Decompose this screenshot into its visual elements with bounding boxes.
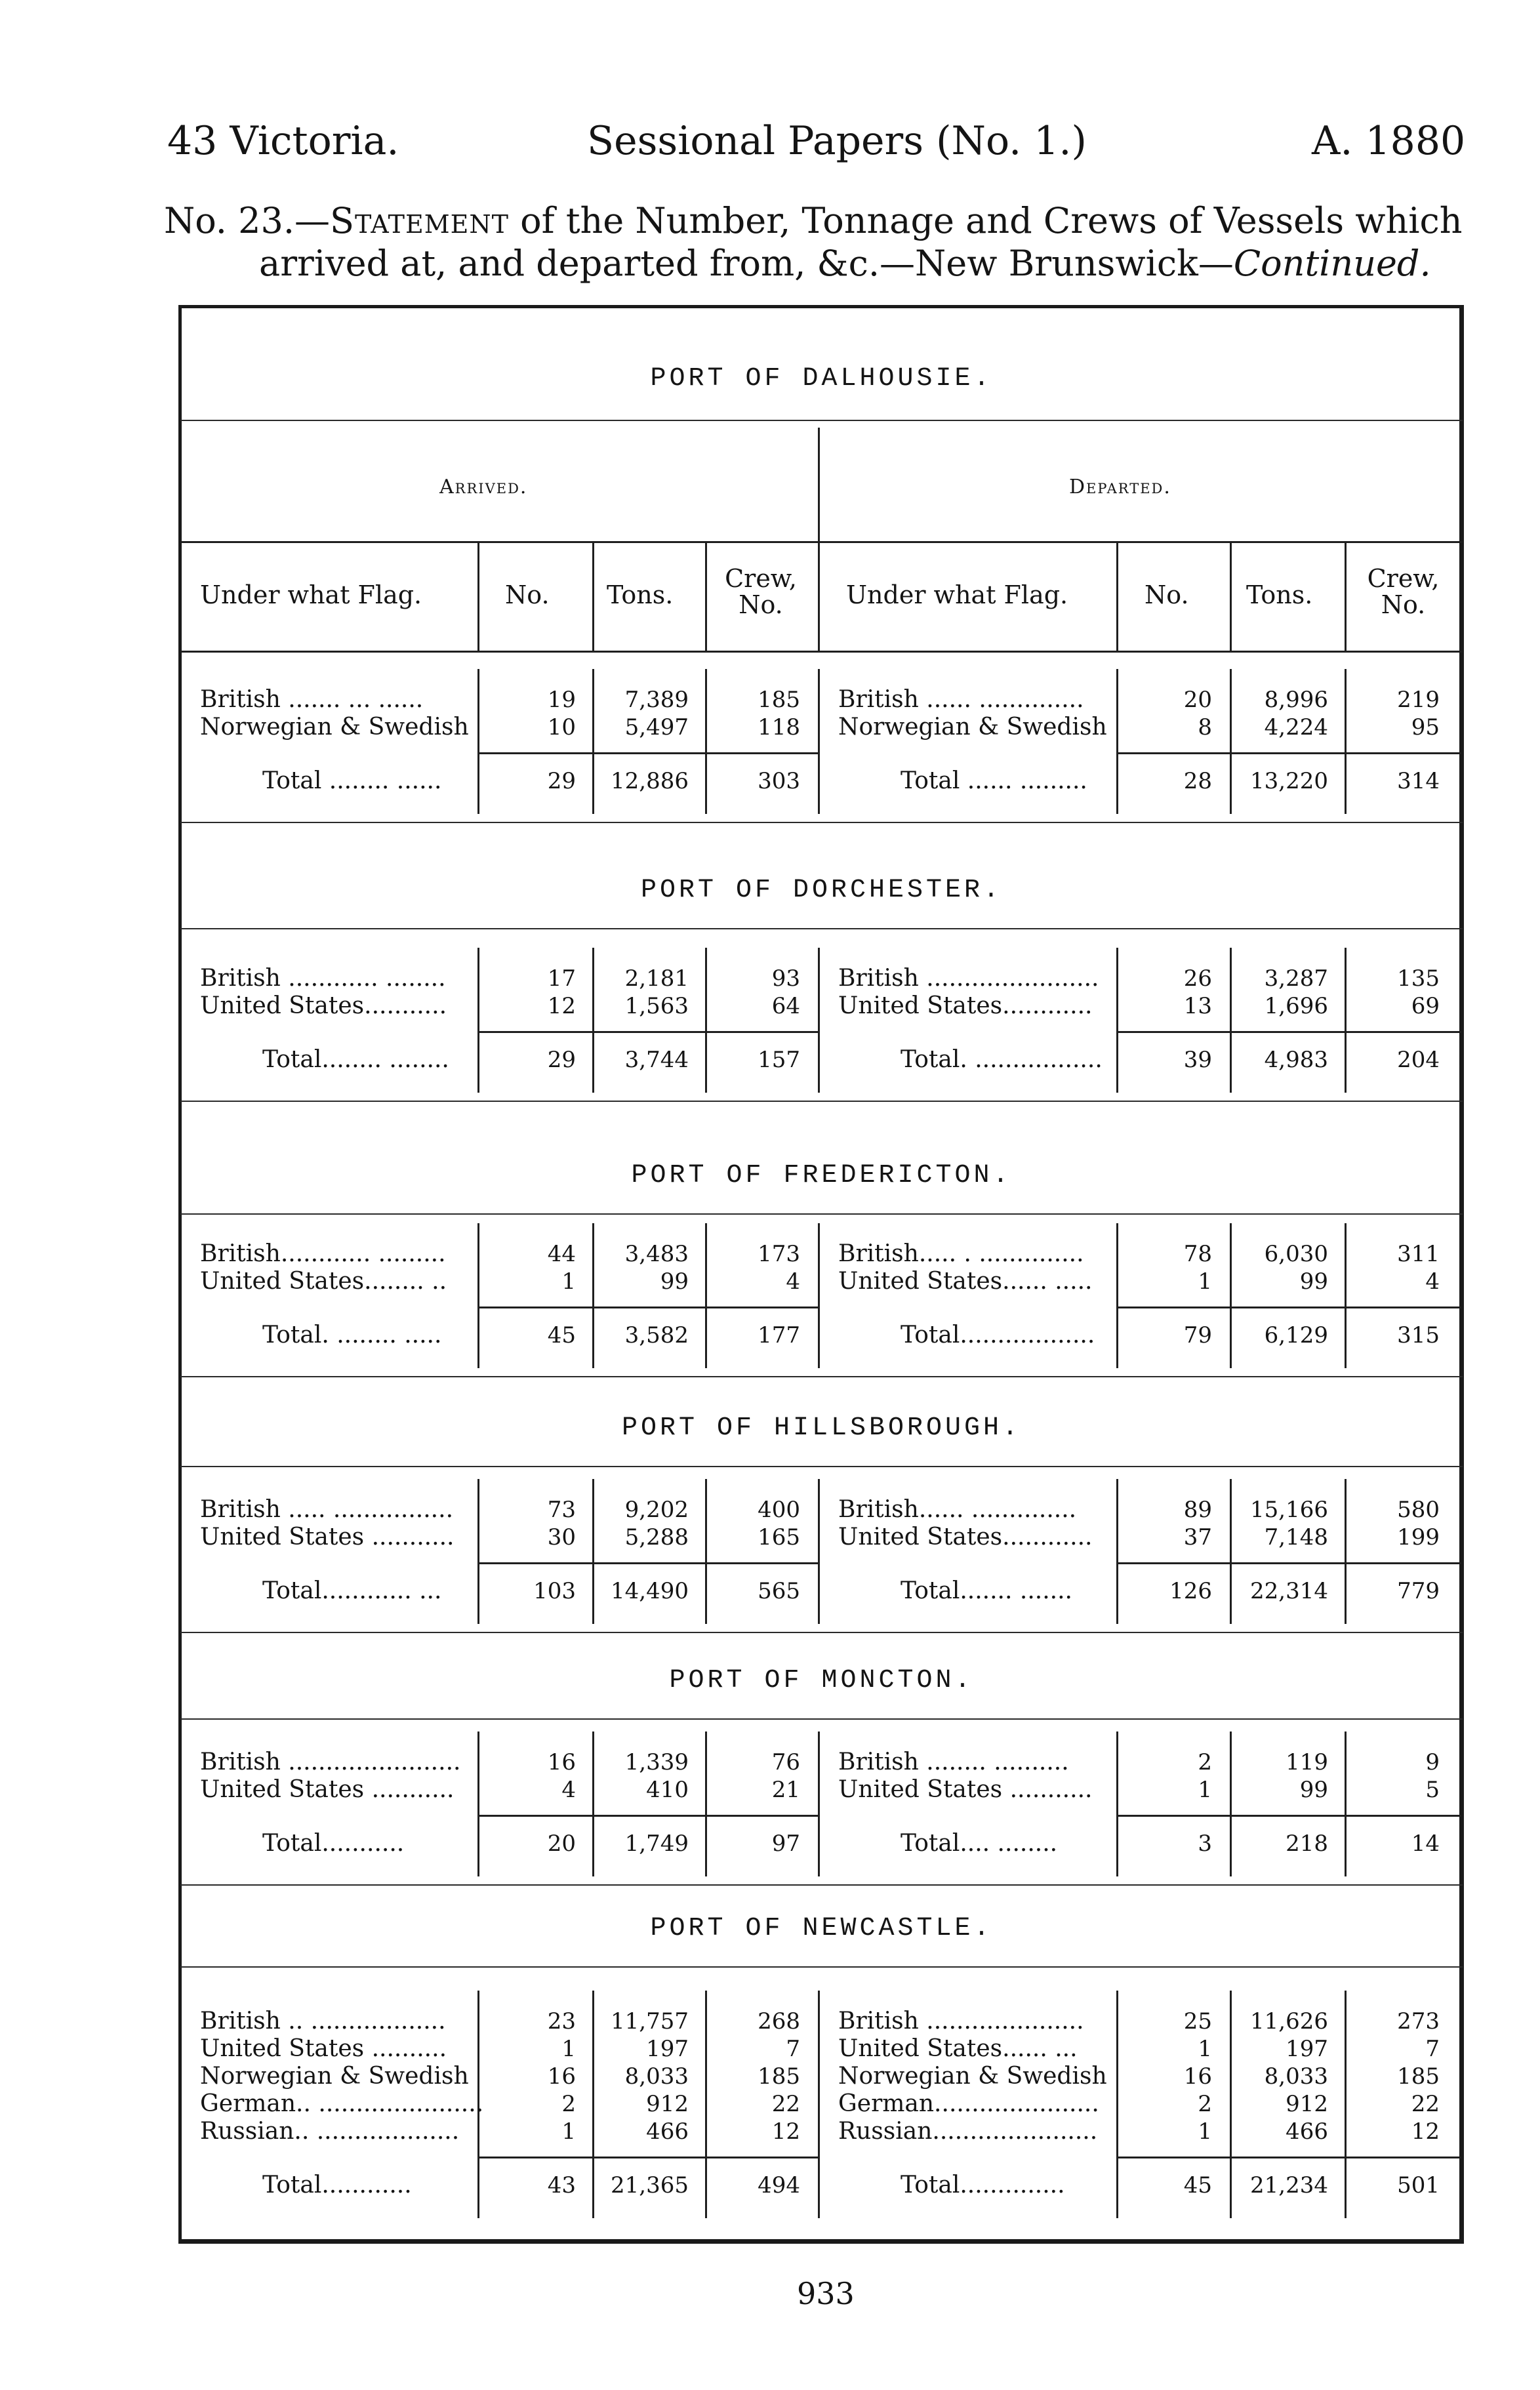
crew-cell: 4 xyxy=(1425,1268,1440,1295)
flag-cell: British ...... .............. xyxy=(838,686,1084,713)
rule-below-column-heads xyxy=(180,651,1463,653)
arrived-heading: Arrived. xyxy=(439,476,528,498)
tonnage-cell: 912 xyxy=(646,2091,689,2117)
total-tonnage: 3,582 xyxy=(624,1322,689,1348)
block-column-separator xyxy=(818,948,820,1093)
vessel-count-cell: 12 xyxy=(547,993,576,1019)
statement-title-line-2 xyxy=(259,243,1431,284)
rule-below-port-block xyxy=(180,1376,1463,1377)
crew-cell: 400 xyxy=(758,1497,800,1523)
vessel-count-cell: 17 xyxy=(547,965,576,992)
flag-cell: United States .......... xyxy=(200,2035,447,2062)
flag-cell: Russian.. ................... xyxy=(200,2118,460,2145)
flag-cell: British ....... ... ...... xyxy=(200,686,424,713)
flag-cell: Norwegian & Swedish xyxy=(200,714,469,740)
flag-cell: United States ........... xyxy=(838,1776,1093,1803)
title-continued: Continued. xyxy=(1233,243,1431,284)
flag-cell: United States........ .. xyxy=(200,1268,447,1295)
vessel-count-cell: 78 xyxy=(1183,1241,1212,1267)
crew-cell: 173 xyxy=(758,1241,800,1267)
total-label: Total. ........ ..... xyxy=(262,1322,442,1348)
vessel-count-cell: 2 xyxy=(1198,2091,1212,2117)
sum-rule-arrived xyxy=(477,1815,818,1817)
vessel-count-cell: 16 xyxy=(547,2063,576,2090)
title-line-1-rest: of the Number, Tonnage and Crews of Vessels which xyxy=(509,200,1463,241)
total-label: Total............ xyxy=(262,2172,412,2198)
crew-cell: 185 xyxy=(758,687,800,713)
total-tonnage: 22,314 xyxy=(1250,1578,1328,1604)
crew-cell: 12 xyxy=(771,2118,800,2145)
rule-below-port-title xyxy=(180,1213,1463,1215)
tonnage-cell: 1,339 xyxy=(624,1749,689,1775)
sum-rule-departed xyxy=(1116,2157,1461,2158)
block-column-separator xyxy=(818,1223,820,1368)
crew-cell: 199 xyxy=(1397,1524,1440,1550)
running-header-title: Sessional Papers (No. 1.) xyxy=(587,118,1087,164)
block-column-separator xyxy=(818,1479,820,1624)
total-crew: 204 xyxy=(1397,1047,1440,1073)
block-column-separator xyxy=(818,669,820,814)
column-head-flag-arrived: Under what Flag. xyxy=(200,580,422,609)
total-tonnage: 21,234 xyxy=(1250,2172,1328,2198)
tonnage-cell: 8,033 xyxy=(624,2063,689,2090)
port-title: PORT OF MONCTON. xyxy=(669,1666,974,1695)
sum-rule-arrived xyxy=(477,2157,818,2158)
title-statement-word: Statement xyxy=(330,200,509,241)
total-tonnage: 14,490 xyxy=(611,1578,689,1604)
total-label: Total.................. xyxy=(901,1322,1095,1348)
vessel-count-cell: 1 xyxy=(1198,1268,1212,1295)
crew-cell: 9 xyxy=(1425,1749,1440,1775)
middle-separator-group-head xyxy=(818,428,820,542)
crew-cell: 22 xyxy=(1411,2091,1440,2117)
flag-cell: British ..... ................ xyxy=(200,1496,454,1523)
column-head-separator xyxy=(1230,543,1232,651)
crew-cell: 76 xyxy=(771,1749,800,1775)
vessel-count-cell: 73 xyxy=(547,1497,576,1523)
crew-cell: 268 xyxy=(758,2008,800,2035)
vessel-count-cell: 37 xyxy=(1183,1524,1212,1550)
tonnage-cell: 9,202 xyxy=(624,1497,689,1523)
tonnage-cell: 5,288 xyxy=(624,1524,689,1550)
vessel-count-cell: 8 xyxy=(1198,714,1212,740)
block-column-separator xyxy=(818,1732,820,1876)
tonnage-cell: 197 xyxy=(1286,2036,1328,2062)
column-head-flag-departed: Under what Flag. xyxy=(846,580,1068,609)
sum-rule-departed xyxy=(1116,1815,1461,1817)
port-title: PORT OF HILLSBOROUGH. xyxy=(621,1413,1022,1443)
rule-below-port-title xyxy=(180,928,1463,929)
tonnage-cell: 11,757 xyxy=(611,2008,689,2035)
vessel-count-cell: 4 xyxy=(561,1777,576,1803)
total-vessel-count: 126 xyxy=(1169,1578,1212,1604)
flag-cell: British..... . .............. xyxy=(838,1240,1084,1267)
tonnage-cell: 912 xyxy=(1286,2091,1328,2117)
flag-cell: British ....................... xyxy=(200,1749,461,1775)
crew-cell: 311 xyxy=(1397,1241,1440,1267)
total-vessel-count: 29 xyxy=(547,768,576,794)
total-label: Total........ ........ xyxy=(262,1046,449,1073)
flag-cell: German...................... xyxy=(838,2090,1099,2117)
total-tonnage: 12,886 xyxy=(611,768,689,794)
total-tonnage: 1,749 xyxy=(624,1831,689,1857)
tonnage-cell: 4,224 xyxy=(1264,714,1328,740)
page-number: 933 xyxy=(797,2276,855,2311)
flag-cell: German.. ...................... xyxy=(200,2090,484,2117)
tonnage-cell: 99 xyxy=(1299,1268,1328,1295)
tonnage-cell: 99 xyxy=(660,1268,689,1295)
total-crew: 14 xyxy=(1411,1831,1440,1857)
flag-cell: British ..................... xyxy=(838,2008,1084,2035)
flag-cell: British ....................... xyxy=(838,965,1099,992)
crew-cell: 219 xyxy=(1397,687,1440,713)
flag-cell: British ........ .......... xyxy=(838,1749,1069,1775)
total-crew: 565 xyxy=(758,1578,800,1604)
total-crew: 314 xyxy=(1397,768,1440,794)
column-head-crew-departed-top: Crew, xyxy=(1367,564,1440,593)
total-tonnage: 4,983 xyxy=(1264,1047,1328,1073)
vessel-count-cell: 44 xyxy=(547,1241,576,1267)
vessel-count-cell: 1 xyxy=(1198,1777,1212,1803)
vessel-count-cell: 16 xyxy=(547,1749,576,1775)
tonnage-cell: 5,497 xyxy=(624,714,689,740)
crew-cell: 118 xyxy=(758,714,800,740)
column-head-tons-arrived: Tons. xyxy=(607,580,674,609)
total-label: Total ...... ......... xyxy=(901,767,1087,794)
column-head-separator xyxy=(1345,543,1347,651)
tonnage-cell: 7,148 xyxy=(1264,1524,1328,1550)
column-head-crew-arrived-bottom: No. xyxy=(739,590,783,619)
tonnage-cell: 99 xyxy=(1299,1777,1328,1803)
tonnage-cell: 119 xyxy=(1286,1749,1328,1775)
total-crew: 177 xyxy=(758,1322,800,1348)
crew-cell: 185 xyxy=(758,2063,800,2090)
vessel-count-cell: 1 xyxy=(561,2036,576,2062)
total-crew: 315 xyxy=(1397,1322,1440,1348)
sum-rule-arrived xyxy=(477,752,818,754)
sum-rule-departed xyxy=(1116,1562,1461,1564)
port-title: PORT OF DORCHESTER. xyxy=(640,876,1003,905)
flag-cell: British .. .................. xyxy=(200,2008,446,2035)
column-head-separator xyxy=(818,543,820,651)
tonnage-cell: 197 xyxy=(646,2036,689,2062)
vessel-count-cell: 1 xyxy=(1198,2118,1212,2145)
flag-cell: United States ........... xyxy=(200,1524,455,1550)
port-title: PORT OF DALHOUSIE. xyxy=(650,364,993,394)
column-head-crew-departed-bottom: No. xyxy=(1381,590,1426,619)
flag-cell: British...... .............. xyxy=(838,1496,1077,1523)
running-header-year: A. 1880 xyxy=(1312,118,1466,164)
flag-cell: Norwegian & Swedish xyxy=(838,714,1107,740)
vessel-count-cell: 10 xyxy=(547,714,576,740)
vessel-count-cell: 1 xyxy=(1198,2036,1212,2062)
flag-cell: British ............ ........ xyxy=(200,965,446,992)
departed-heading: Departed. xyxy=(1069,476,1171,498)
crew-cell: 69 xyxy=(1411,993,1440,1019)
crew-cell: 5 xyxy=(1425,1777,1440,1803)
crew-cell: 273 xyxy=(1397,2008,1440,2035)
total-label: Total........... xyxy=(262,1830,405,1857)
total-vessel-count: 39 xyxy=(1183,1047,1212,1073)
vessel-count-cell: 16 xyxy=(1183,2063,1212,2090)
title-line-2: arrived at, and departed from, &c.—New Brunswick— xyxy=(259,243,1234,284)
tonnage-cell: 466 xyxy=(646,2118,689,2145)
crew-cell: 185 xyxy=(1397,2063,1440,2090)
rule-below-port-block xyxy=(180,822,1463,823)
total-vessel-count: 20 xyxy=(547,1831,576,1857)
tonnage-cell: 3,483 xyxy=(624,1241,689,1267)
flag-cell: Norwegian & Swedish xyxy=(838,2063,1107,2090)
total-vessel-count: 43 xyxy=(547,2172,576,2198)
tonnage-cell: 8,996 xyxy=(1264,687,1328,713)
running-header-session: 43 Victoria. xyxy=(167,118,399,164)
vessel-count-cell: 19 xyxy=(547,687,576,713)
rule-below-port-title xyxy=(180,1466,1463,1467)
column-head-separator xyxy=(592,543,594,651)
total-vessel-count: 45 xyxy=(1183,2172,1212,2198)
column-head-crew-arrived-top: Crew, xyxy=(725,564,797,593)
total-vessel-count: 29 xyxy=(547,1047,576,1073)
rule-below-port-block xyxy=(180,1884,1463,1886)
tonnage-cell: 1,696 xyxy=(1264,993,1328,1019)
total-tonnage: 218 xyxy=(1286,1831,1328,1857)
total-label: Total....... ....... xyxy=(901,1577,1072,1604)
total-tonnage: 21,365 xyxy=(611,2172,689,2198)
flag-cell: United States...... ... xyxy=(838,2035,1078,2062)
vessel-count-cell: 26 xyxy=(1183,965,1212,992)
total-vessel-count: 3 xyxy=(1198,1831,1212,1857)
vessel-count-cell: 13 xyxy=(1183,993,1212,1019)
crew-cell: 4 xyxy=(786,1268,800,1295)
total-label: Total.... ........ xyxy=(901,1830,1058,1857)
flag-cell: Norwegian & Swedish xyxy=(200,2063,469,2090)
sum-rule-arrived xyxy=(477,1031,818,1033)
total-vessel-count: 28 xyxy=(1183,768,1212,794)
tonnage-cell: 2,181 xyxy=(624,965,689,992)
total-crew: 779 xyxy=(1397,1578,1440,1604)
tonnage-cell: 8,033 xyxy=(1264,2063,1328,2090)
total-crew: 157 xyxy=(758,1047,800,1073)
column-head-separator xyxy=(477,543,479,651)
flag-cell: United States............ xyxy=(838,1524,1093,1550)
rule-above-column-heads xyxy=(180,541,1463,543)
crew-cell: 64 xyxy=(771,993,800,1019)
column-head-no-arrived: No. xyxy=(505,580,550,609)
total-crew: 97 xyxy=(771,1831,800,1857)
column-head-separator xyxy=(1116,543,1118,651)
total-vessel-count: 103 xyxy=(533,1578,576,1604)
title-prefix: No. 23.— xyxy=(164,200,331,241)
port-title: PORT OF FREDERICTON. xyxy=(631,1161,1012,1190)
vessel-count-cell: 30 xyxy=(547,1524,576,1550)
sum-rule-departed xyxy=(1116,1306,1461,1308)
crew-cell: 95 xyxy=(1411,714,1440,740)
crew-cell: 7 xyxy=(1425,2036,1440,2062)
rule-below-port-title xyxy=(180,1966,1463,1968)
sum-rule-arrived xyxy=(477,1562,818,1564)
flag-cell: Russian...................... xyxy=(838,2118,1098,2145)
sum-rule-departed xyxy=(1116,752,1461,754)
flag-cell: United States............ xyxy=(838,992,1093,1019)
vessel-count-cell: 25 xyxy=(1183,2008,1212,2035)
vessel-count-cell: 89 xyxy=(1183,1497,1212,1523)
rule-below-first-title xyxy=(180,420,1463,421)
crew-cell: 93 xyxy=(771,965,800,992)
total-vessel-count: 45 xyxy=(547,1322,576,1348)
crew-cell: 165 xyxy=(758,1524,800,1550)
vessel-count-cell: 20 xyxy=(1183,687,1212,713)
total-tonnage: 3,744 xyxy=(624,1047,689,1073)
total-crew: 501 xyxy=(1397,2172,1440,2198)
tonnage-cell: 3,287 xyxy=(1264,965,1328,992)
vessel-count-cell: 2 xyxy=(1198,1749,1212,1775)
column-head-separator xyxy=(705,543,707,651)
vessel-count-cell: 2 xyxy=(561,2091,576,2117)
rule-below-port-title xyxy=(180,1718,1463,1720)
total-label: Total ........ ...... xyxy=(262,767,442,794)
total-crew: 494 xyxy=(758,2172,800,2198)
total-label: Total. ................. xyxy=(901,1046,1103,1073)
total-tonnage: 13,220 xyxy=(1250,768,1328,794)
total-vessel-count: 79 xyxy=(1183,1322,1212,1348)
tonnage-cell: 15,166 xyxy=(1250,1497,1328,1523)
tonnage-cell: 466 xyxy=(1286,2118,1328,2145)
total-label: Total.............. xyxy=(901,2172,1065,2198)
flag-cell: United States...... ..... xyxy=(838,1268,1093,1295)
crew-cell: 580 xyxy=(1397,1497,1440,1523)
vessel-count-cell: 1 xyxy=(561,1268,576,1295)
crew-cell: 135 xyxy=(1397,965,1440,992)
tonnage-cell: 11,626 xyxy=(1250,2008,1328,2035)
tonnage-cell: 1,563 xyxy=(624,993,689,1019)
tonnage-cell: 6,030 xyxy=(1264,1241,1328,1267)
rule-below-port-block xyxy=(180,1101,1463,1102)
total-tonnage: 6,129 xyxy=(1264,1322,1328,1348)
tonnage-cell: 7,389 xyxy=(624,687,689,713)
block-column-separator xyxy=(818,1991,820,2218)
tonnage-cell: 410 xyxy=(646,1777,689,1803)
crew-cell: 7 xyxy=(786,2036,800,2062)
crew-cell: 12 xyxy=(1411,2118,1440,2145)
vessel-count-cell: 23 xyxy=(547,2008,576,2035)
flag-cell: United States........... xyxy=(200,992,447,1019)
sum-rule-arrived xyxy=(477,1306,818,1308)
column-head-no-departed: No. xyxy=(1145,580,1189,609)
statement-title-line-1 xyxy=(164,200,1463,241)
port-title: PORT OF NEWCASTLE. xyxy=(650,1914,993,1943)
column-head-tons-departed: Tons. xyxy=(1246,580,1313,609)
vessel-count-cell: 1 xyxy=(561,2118,576,2145)
sum-rule-departed xyxy=(1116,1031,1461,1033)
flag-cell: British............ ......... xyxy=(200,1240,446,1267)
rule-below-port-block xyxy=(180,1632,1463,1633)
total-label: Total............ ... xyxy=(262,1577,442,1604)
total-crew: 303 xyxy=(758,768,800,794)
crew-cell: 22 xyxy=(771,2091,800,2117)
flag-cell: United States ........... xyxy=(200,1776,455,1803)
crew-cell: 21 xyxy=(771,1777,800,1803)
